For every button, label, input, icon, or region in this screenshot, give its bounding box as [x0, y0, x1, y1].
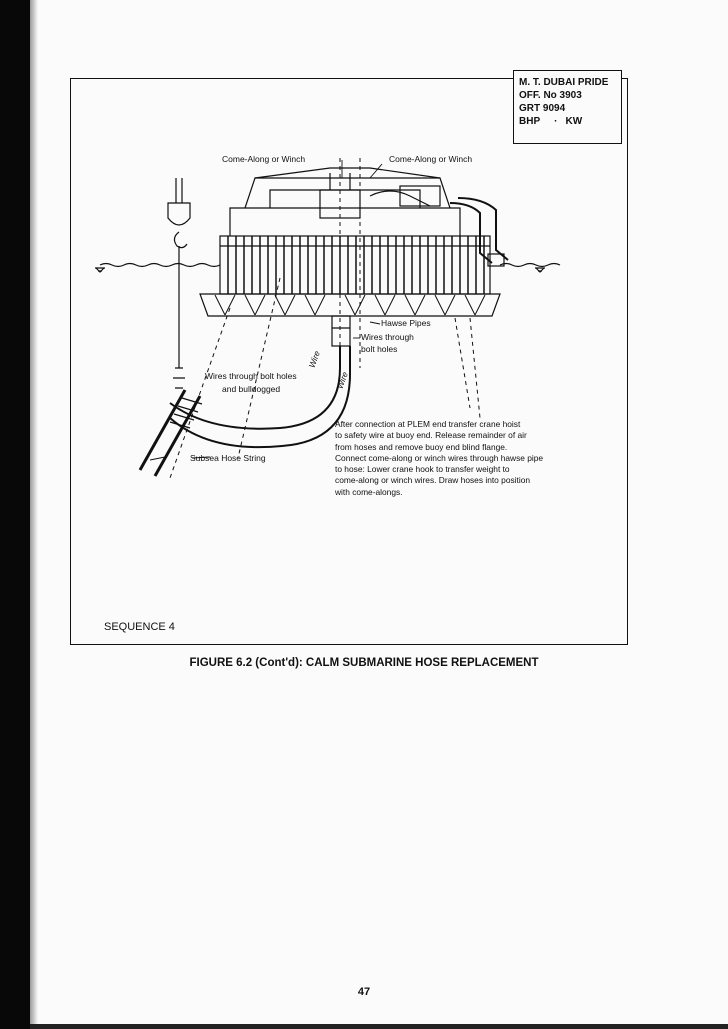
- stamp-power-row: [519, 115, 617, 128]
- label-hawse-pipes: Hawse Pipes: [381, 318, 431, 328]
- crane-hook: [168, 178, 190, 388]
- sequence-label: SEQUENCE 4: [104, 621, 175, 633]
- buoy-turntable: [230, 168, 460, 236]
- note-line: come-along or winch wires. Draw hoses into position: [335, 475, 531, 486]
- stamp-separator: ·: [554, 116, 558, 127]
- leader-lines: [150, 160, 382, 460]
- note-line: Connect come-along or winch wires through hawse pipe: [335, 452, 544, 463]
- water-symbol-left: [95, 268, 105, 272]
- hawse-pipe: [332, 316, 350, 346]
- label-wires-through-bolt-holes-2: Wires through bolt holes: [205, 371, 297, 381]
- label-wire-2: Wire: [334, 370, 350, 391]
- stamp-bhp-label: BHP: [519, 116, 541, 127]
- buoy-skirt: [200, 294, 500, 316]
- note-line: from hoses and remove buoy end blind flange.: [335, 441, 508, 452]
- label-wires-through-1: Wires through: [361, 332, 414, 342]
- figure-caption: FIGURE 6.2 (Cont'd): CALM SUBMARINE HOSE REPLACEMENT: [189, 657, 539, 669]
- scan-bottom-edge: [30, 1024, 728, 1029]
- stamp-official-number: OFF. No 3903: [519, 90, 582, 101]
- water-line-right: [500, 264, 560, 267]
- buoy-body: [220, 236, 490, 294]
- water-symbol-right: [535, 268, 545, 272]
- stamp-kw-label: KW: [565, 116, 583, 127]
- water-line-left: [100, 264, 220, 267]
- label-wire-1: Wire: [306, 349, 322, 370]
- label-bolt-holes-1: bolt holes: [361, 344, 398, 354]
- label-subsea-hose-string: Subsea Hose String: [190, 453, 266, 463]
- label-and-bulldogged: and bulldogged: [222, 384, 281, 394]
- page-number: 47: [357, 986, 371, 998]
- sequence-note: [335, 419, 605, 498]
- stamp-vessel-name: M. T. DUBAI PRIDE: [519, 77, 609, 88]
- note-line: to hose: Lower crane hook to transfer weight to: [335, 464, 510, 475]
- vessel-stamp: [513, 70, 622, 144]
- label-come-along-right: Come-Along or Winch: [389, 154, 473, 164]
- scan-binding-shadow: [30, 0, 38, 1029]
- buoy-fins: [228, 236, 484, 294]
- calm-buoy-diagram: [70, 78, 628, 645]
- note-line: with come-alongs.: [335, 486, 403, 497]
- stamp-grt: GRT 9094: [519, 103, 566, 114]
- note-line: After connection at PLEM end transfer crane hoist: [335, 419, 521, 429]
- scan-binding-edge: [0, 0, 30, 1029]
- note-line: to safety wire at buoy end. Release remainder of air: [335, 430, 527, 441]
- label-come-along-left: Come-Along or Winch: [222, 154, 306, 164]
